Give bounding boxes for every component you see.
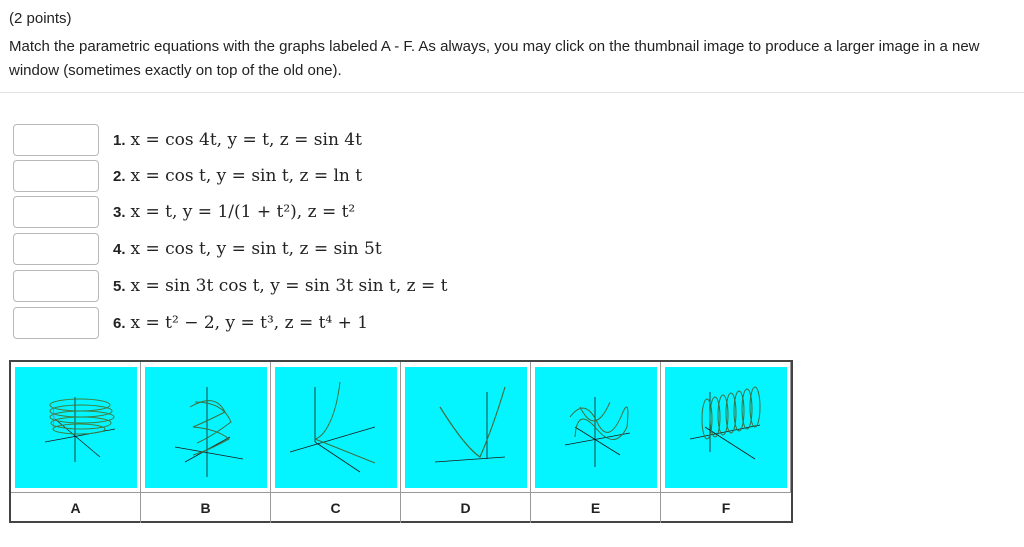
equation-text: x = cos 4t, y = t, z = sin 4t: [130, 130, 362, 150]
equation-row-1: [13, 123, 362, 157]
graph-thumbnail-e[interactable]: [535, 367, 657, 488]
graph-thumbnail-a[interactable]: [15, 367, 137, 488]
points-label: (2 points): [9, 10, 72, 27]
graph-thumbnail-b[interactable]: [145, 367, 267, 488]
graph-cell-f: [661, 362, 791, 493]
answer-input-6[interactable]: [13, 307, 99, 339]
equation-row-6: [13, 306, 368, 340]
graph-cell-d: [401, 362, 531, 493]
divider: [0, 92, 1024, 93]
question-prompt: Match the parametric equations with the graphs labeled A - F. As always, you may click on the thumbnail image to produce a larger image in a new window (sometimes exactly on top of the old one).: [9, 38, 980, 79]
twisted-curve-plot-icon: [275, 367, 397, 488]
graph-label-e: E: [531, 493, 661, 523]
graph-label-b: B: [141, 493, 271, 523]
equation-number: 6.: [113, 315, 126, 332]
parabolic-curve-plot-icon: [405, 367, 527, 488]
answer-input-3[interactable]: [13, 196, 99, 228]
answer-input-4[interactable]: [13, 233, 99, 265]
graph-thumbnail-f[interactable]: [665, 367, 787, 488]
equation-row-5: [13, 269, 447, 303]
ribbon-curve-plot-icon: [145, 367, 267, 488]
equation-number: 2.: [113, 168, 126, 185]
graph-cell-a: [11, 362, 141, 493]
equation-text: x = sin 3t cos t, y = sin 3t sin t, z = t: [130, 276, 448, 296]
graph-label-d: D: [401, 493, 531, 523]
graph-table: [9, 360, 793, 523]
equation-row-3: [13, 195, 355, 229]
answer-input-2[interactable]: [13, 160, 99, 192]
equation-number: 1.: [113, 132, 126, 149]
equation-text: x = t² − 2, y = t³, z = t⁴ + 1: [130, 313, 369, 333]
answer-input-1[interactable]: [13, 124, 99, 156]
graph-cell-b: [141, 362, 271, 493]
graph-thumbnail-d[interactable]: [405, 367, 527, 488]
equation-row-4: [13, 232, 382, 266]
graph-cell-e: [531, 362, 661, 493]
equation-text: x = cos t, y = sin t, z = ln t: [130, 166, 363, 186]
graph-label-a: A: [11, 493, 141, 523]
equation-number: 3.: [113, 204, 126, 221]
helix-horizontal-plot-icon: [15, 367, 137, 488]
answer-input-5[interactable]: [13, 270, 99, 302]
equation-row-2: [13, 159, 362, 193]
equation-number: 5.: [113, 278, 126, 295]
rose-spiral-plot-icon: [535, 367, 657, 488]
coil-spring-plot-icon: [665, 367, 787, 488]
equation-text: x = t, y = 1/(1 + t²), z = t²: [130, 202, 356, 222]
graph-label-f: F: [721, 500, 731, 516]
equation-text: x = cos t, y = sin t, z = sin 5t: [130, 239, 382, 259]
graph-cell-c: [271, 362, 401, 493]
graph-label-c: C: [271, 493, 401, 523]
equation-number: 4.: [113, 241, 126, 258]
graph-thumbnail-c[interactable]: [275, 367, 397, 488]
